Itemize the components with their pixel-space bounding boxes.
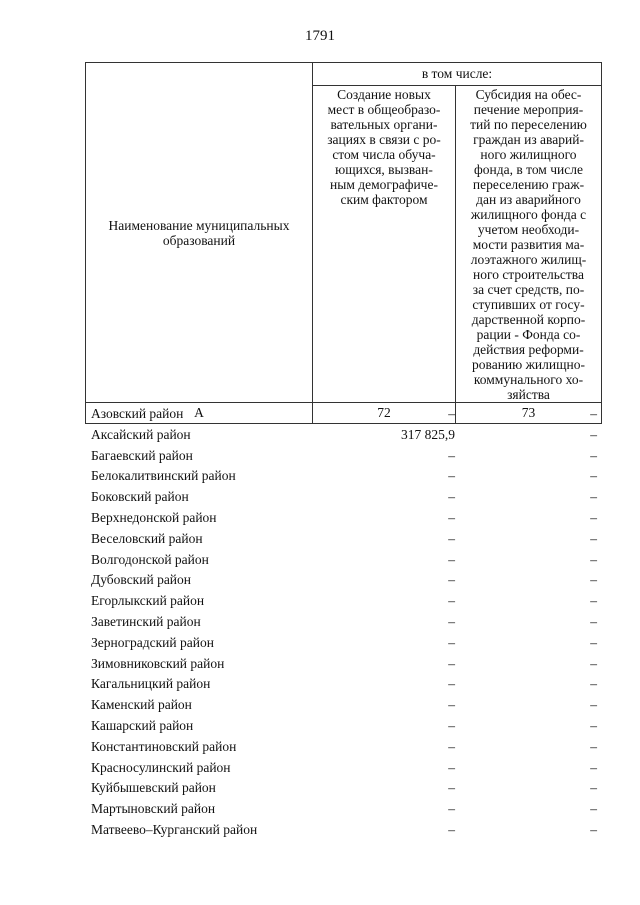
row-value-73: – bbox=[590, 738, 597, 754]
row-name: Кагальницкий район bbox=[91, 676, 211, 692]
table-row bbox=[85, 425, 601, 446]
header-col73-line: действия реформи- bbox=[473, 342, 584, 357]
column-header-72 bbox=[313, 86, 456, 403]
row-value-73: – bbox=[590, 447, 597, 463]
table-row bbox=[85, 674, 601, 695]
header-col73-line: фонда, в том числе bbox=[474, 162, 583, 177]
table-row bbox=[85, 508, 601, 529]
row-value-72: – bbox=[448, 489, 455, 505]
table-row bbox=[85, 737, 601, 758]
row-value-73: – bbox=[590, 634, 597, 650]
header-col73-line: дан из аварийного bbox=[476, 192, 581, 207]
row-value-73: – bbox=[590, 489, 597, 505]
row-value-72: – bbox=[448, 551, 455, 567]
row-value-72: – bbox=[448, 801, 455, 817]
row-value-72: – bbox=[448, 634, 455, 650]
page-number: 1791 bbox=[305, 28, 335, 44]
row-value-72: – bbox=[448, 738, 455, 754]
row-value-73: – bbox=[590, 717, 597, 733]
row-value-73: – bbox=[590, 468, 597, 484]
row-value-72: – bbox=[448, 447, 455, 463]
table-row bbox=[85, 466, 601, 487]
row-name: Веселовский район bbox=[91, 530, 203, 546]
row-name: Красносулинский район bbox=[91, 759, 231, 775]
row-name: Заветинский район bbox=[91, 613, 201, 629]
header-col73-line: зяйства bbox=[507, 387, 550, 402]
row-name: Белокалитвинский район bbox=[91, 468, 236, 484]
row-name: Константиновский район bbox=[91, 738, 237, 754]
table-row bbox=[85, 716, 601, 737]
index-cell-73: 73 bbox=[456, 403, 602, 424]
row-value-72: – bbox=[448, 780, 455, 796]
header-col72-line: вательных органи- bbox=[330, 117, 438, 132]
header-col73-line: учетом необходи- bbox=[477, 222, 580, 237]
table-row bbox=[85, 529, 601, 550]
header-col73-line: мости развития ма- bbox=[472, 237, 585, 252]
table-row bbox=[85, 550, 601, 571]
row-value-72: – bbox=[448, 593, 455, 609]
row-name: Кашарский район bbox=[91, 717, 194, 733]
row-value-73: – bbox=[590, 530, 597, 546]
header-col73-line: рации - Фонда со- bbox=[476, 327, 581, 342]
header-col73-line: лоэтажного жилищ- bbox=[470, 252, 587, 267]
index-cell-72: 72 bbox=[313, 403, 456, 424]
header-col73-line: Субсидия на обес- bbox=[475, 87, 582, 102]
row-name: Матвеево–Курганский район bbox=[91, 821, 258, 837]
table-row bbox=[85, 778, 601, 799]
header-col73-line: ного жилищного bbox=[480, 147, 577, 162]
table-header bbox=[85, 62, 602, 424]
row-value-72: – bbox=[448, 509, 455, 525]
header-col73-line: ного строительства bbox=[473, 267, 584, 282]
row-name: Каменский район bbox=[91, 697, 192, 713]
table-row bbox=[85, 758, 601, 779]
row-value-73: – bbox=[590, 821, 597, 837]
row-value-72: – bbox=[448, 468, 455, 484]
row-value-73: – bbox=[590, 759, 597, 775]
row-value-73: – bbox=[590, 780, 597, 796]
table-row bbox=[85, 404, 601, 425]
header-col72-line: Создание новых bbox=[337, 87, 431, 102]
row-value-72: – bbox=[448, 613, 455, 629]
table-row bbox=[85, 591, 601, 612]
row-value-73: – bbox=[590, 676, 597, 692]
row-name: Верхнедонской район bbox=[91, 509, 217, 525]
row-name: Егорлыкский район bbox=[91, 593, 205, 609]
table-row bbox=[85, 570, 601, 591]
row-value-73: – bbox=[590, 801, 597, 817]
row-value-73: – bbox=[590, 655, 597, 671]
header-col73-line: за счет средств, по- bbox=[472, 282, 585, 297]
table-body bbox=[85, 404, 601, 841]
header-col72-line: ским фактором bbox=[340, 192, 428, 207]
row-value-72: – bbox=[448, 655, 455, 671]
table-row bbox=[85, 695, 601, 716]
row-value-73: – bbox=[590, 613, 597, 629]
row-value-73: – bbox=[590, 697, 597, 713]
header-col72-line: стом числа обуча- bbox=[332, 147, 436, 162]
column-header-in-total: в том числе: bbox=[313, 63, 602, 86]
table-row bbox=[85, 799, 601, 820]
header-col73-line: ступивших от госу- bbox=[472, 297, 585, 312]
row-value-72: – bbox=[448, 759, 455, 775]
row-value-72: – bbox=[448, 530, 455, 546]
row-name: Мартыновский район bbox=[91, 801, 216, 817]
row-name: Зимовниковский район bbox=[91, 655, 225, 671]
row-value-73: – bbox=[590, 572, 597, 588]
row-value-72: – bbox=[448, 697, 455, 713]
table-row bbox=[85, 633, 601, 654]
header-col72-line: ющихся, вызван- bbox=[335, 162, 433, 177]
row-name: Боковский район bbox=[91, 489, 189, 505]
header-col72-line: мест в общеобразо- bbox=[327, 102, 441, 117]
row-name: Волгодонской район bbox=[91, 551, 209, 567]
header-col73-line: коммунального хо- bbox=[473, 372, 584, 387]
column-header-name: Наименование муниципальных образований bbox=[86, 63, 313, 403]
row-name: Азовский район bbox=[91, 406, 184, 421]
row-value-72: – bbox=[448, 406, 455, 421]
row-value-73: – bbox=[590, 593, 597, 609]
row-name: Багаевский район bbox=[91, 447, 193, 463]
header-col73-line: переселению граж- bbox=[472, 177, 585, 192]
row-value-73: – bbox=[590, 406, 597, 421]
header-col72-line: ным демографиче- bbox=[330, 177, 438, 192]
header-col73-line: печение мероприя- bbox=[473, 102, 584, 117]
table-row bbox=[85, 820, 601, 841]
index-cell-name: А bbox=[86, 403, 313, 424]
header-col73-line: рованию жилищно- bbox=[472, 357, 585, 372]
table-row bbox=[85, 612, 601, 633]
column-header-73 bbox=[456, 86, 602, 403]
row-name: Дубовский район bbox=[91, 572, 192, 588]
row-name: Зерноградский район bbox=[91, 634, 214, 650]
row-name: Куйбышевский район bbox=[91, 780, 216, 796]
row-value-72: – bbox=[448, 821, 455, 837]
header-col73-line: жилищного фонда с bbox=[470, 207, 587, 222]
row-name: Аксайский район bbox=[91, 426, 191, 442]
table-row bbox=[85, 446, 601, 467]
row-value-72: – bbox=[448, 572, 455, 588]
row-value-72: 317 825,9 bbox=[401, 426, 455, 442]
row-value-72: – bbox=[448, 717, 455, 733]
header-col73-line: дарственной корпо- bbox=[471, 312, 586, 327]
header-col73-line: тий по переселению bbox=[470, 117, 587, 132]
header-col73-line: граждан из аварий- bbox=[473, 132, 584, 147]
row-value-73: – bbox=[590, 509, 597, 525]
table-row bbox=[85, 654, 601, 675]
table-row bbox=[85, 487, 601, 508]
row-value-73: – bbox=[590, 426, 597, 442]
row-value-73: – bbox=[590, 551, 597, 567]
row-value-72: – bbox=[448, 676, 455, 692]
header-col72-line: зациях в связи с ро- bbox=[327, 132, 441, 147]
